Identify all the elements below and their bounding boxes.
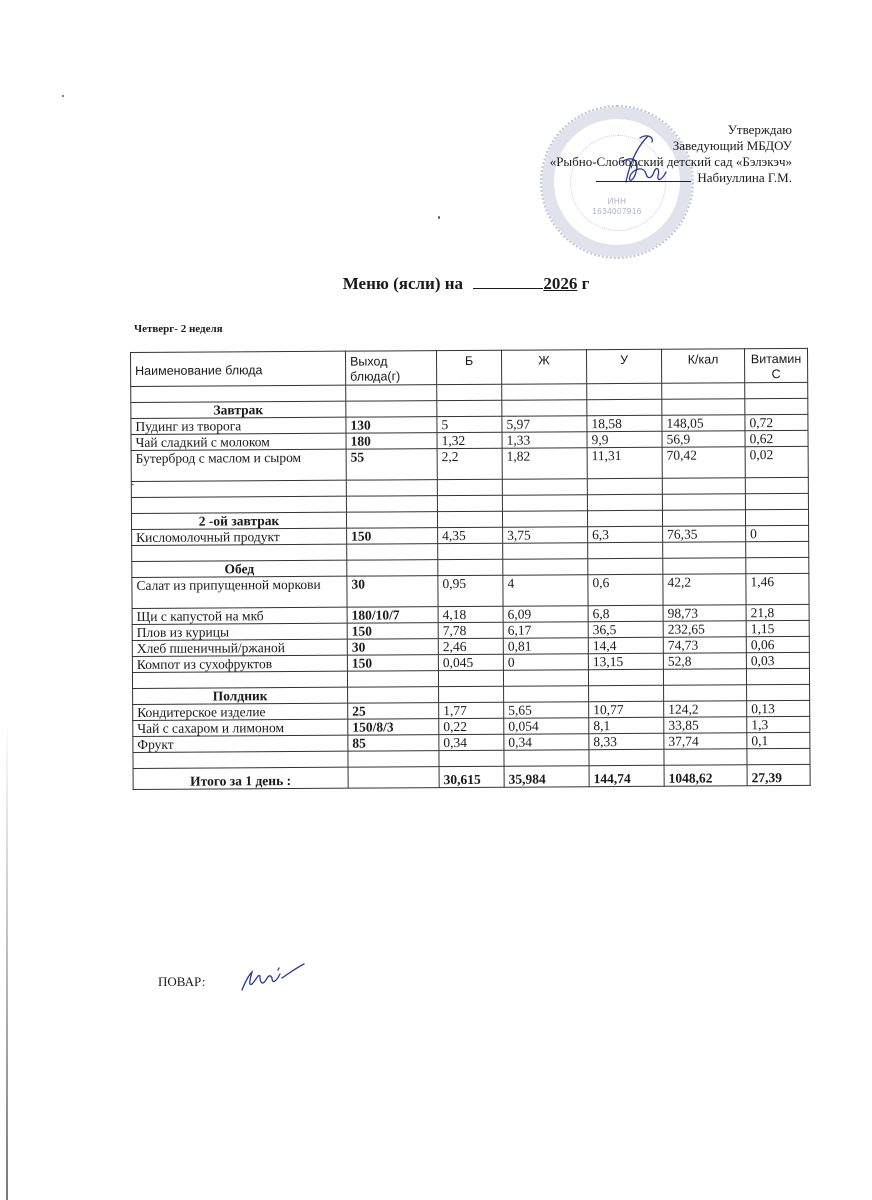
dish-kcal: 52,8 [663, 653, 746, 670]
dish-carbs: 6,3 [588, 526, 663, 542]
approval-block [550, 122, 792, 186]
dish-vitamin-c: 0,13 [747, 700, 810, 716]
stamp-label: ИНН [607, 197, 627, 206]
dish-name: Компот из сухофруктов [132, 655, 347, 672]
dish-protein: 4,18 [438, 606, 503, 622]
dish-name: Бутерброд с маслом и сыром [131, 449, 346, 481]
dish-carbs: 13,15 [588, 653, 663, 669]
section-title: Обед [132, 560, 347, 577]
dish-fat: 4 [503, 575, 588, 607]
dish-vitamin-c: 0 [746, 525, 809, 541]
title-suffix: г [581, 274, 590, 293]
dish-protein: 2,2 [437, 448, 502, 479]
dish-protein: 1,32 [437, 432, 502, 448]
approval-organization: «Рыбно-Слободский детский сад «Бэлэкэч» [549, 154, 792, 169]
cook-label: ПОВАР: [158, 974, 206, 989]
dish-fat: 6,09 [503, 606, 588, 623]
dish-carbs: 11,31 [587, 447, 662, 478]
dish-name: Салат из припущенной моркови [132, 576, 347, 608]
approval-position: Заведующий МБДОУ [672, 138, 792, 153]
dish-protein: 0,34 [439, 734, 504, 750]
dish-output: 150 [347, 623, 438, 640]
header-carbs: У [586, 349, 661, 383]
dish-protein: 1,77 [439, 702, 504, 718]
total-row [133, 764, 810, 789]
day-week-subtitle: Четверг- 2 неделя [134, 323, 223, 335]
dish-vitamin-c: 0,06 [746, 636, 809, 652]
dish-protein: 0,22 [439, 718, 504, 734]
dish-name: Хлеб пшеничный/ржаной [132, 639, 347, 656]
dish-carbs: 14,4 [588, 637, 663, 653]
dish-fat: 6,17 [503, 622, 588, 639]
dish-output: 130 [346, 417, 437, 434]
table-header-row [131, 348, 808, 386]
dish-kcal: 124,2 [664, 701, 747, 718]
dish-output: 180/10/7 [347, 607, 438, 624]
scan-speck [438, 216, 440, 219]
section-title: 2 -ой завтрак [131, 512, 346, 529]
dish-protein: 0,95 [438, 575, 503, 606]
dish-vitamin-c: 0,1 [747, 732, 810, 748]
dish-output: 150/8/3 [348, 719, 439, 736]
dish-output: 150 [347, 528, 438, 545]
total-carbs: 144,74 [589, 765, 664, 786]
dish-protein: 0,045 [438, 654, 503, 670]
dish-protein: 4,35 [438, 527, 503, 543]
dish-kcal: 56,9 [662, 431, 745, 448]
dish-fat: 0,81 [503, 638, 588, 655]
dish-kcal: 37,74 [664, 733, 747, 750]
dish-output: 25 [348, 703, 439, 720]
stamp-code: 1634007916 [592, 207, 642, 216]
dish-carbs: 10,77 [589, 701, 664, 717]
dish-fat: 0,34 [504, 734, 589, 751]
dish-output: 30 [347, 576, 438, 608]
dish-vitamin-c: 21,8 [746, 604, 809, 620]
dish-protein: 7,78 [438, 622, 503, 638]
dish-name: Плов из курицы [132, 623, 347, 640]
dish-vitamin-c: 1,15 [746, 620, 809, 636]
dish-fat: 1,33 [502, 432, 587, 449]
dish-protein: 2,46 [438, 638, 503, 654]
dish-vitamin-c: 0,03 [746, 652, 809, 668]
dish-vitamin-c: 0,02 [745, 446, 808, 477]
dish-kcal: 42,2 [663, 574, 746, 606]
dish-kcal: 148,05 [662, 415, 745, 432]
dish-name: Пудинг из творога [131, 417, 346, 434]
header-fat: Ж [501, 350, 586, 385]
dish-protein: 5 [437, 416, 502, 432]
dish-output: 30 [347, 639, 438, 656]
title-prefix: Меню (ясли) на [342, 274, 464, 293]
page-title [0, 274, 872, 294]
dish-fat: 0,054 [504, 718, 589, 735]
total-kcal: 1048,62 [664, 765, 747, 787]
dish-kcal: 232,65 [663, 621, 746, 638]
dish-kcal: 70,42 [662, 447, 745, 479]
dish-name: Кондитерское изделие [133, 703, 348, 720]
dish-kcal: 98,73 [663, 605, 746, 622]
section-title: Завтрак [131, 401, 346, 418]
dish-vitamin-c: 1,46 [746, 573, 809, 604]
header-output: Выход блюда(г) [345, 351, 436, 386]
dish-carbs: 8,1 [589, 717, 664, 733]
menu-table [130, 348, 811, 790]
dish-carbs: 36,5 [588, 621, 663, 637]
section-title: Полдник [133, 687, 348, 704]
dish-name: Чай с сахаром и лимоном [133, 719, 348, 736]
dish-output: 85 [348, 735, 439, 752]
total-vitamin-c: 27,39 [747, 764, 810, 785]
dish-kcal: 33,85 [664, 717, 747, 734]
dish-carbs: 6,8 [588, 605, 663, 621]
dish-name: Кисломолочный продукт [132, 528, 347, 545]
dish-carbs: 9,9 [587, 431, 662, 447]
approval-heading: Утверждаю [727, 122, 792, 137]
approval-signatory: Набиуллина Г.М. [697, 170, 792, 185]
scan-speck [62, 95, 64, 97]
header-protein: Б [436, 350, 501, 384]
dish-output: 180 [346, 433, 437, 450]
dish-output: 150 [347, 655, 438, 672]
total-output [348, 767, 439, 789]
date-blank [473, 288, 543, 289]
dish-name: Чай сладкий с молоком [131, 433, 346, 450]
total-label: Итого за 1 день : [133, 767, 348, 789]
dish-fat: 0 [503, 654, 588, 671]
dish-carbs: 8,33 [589, 733, 664, 749]
dish-vitamin-c: 0,62 [745, 430, 808, 446]
scan-edge [6, 0, 8, 1200]
total-protein: 30,615 [439, 766, 504, 787]
header-vitamin-c: Витамин С [744, 348, 807, 382]
signature-line [596, 181, 691, 182]
dish-vitamin-c: 1,3 [747, 716, 810, 732]
dish-vitamin-c: 0,72 [745, 414, 808, 430]
header-name: Наименование блюда [131, 351, 346, 386]
dish-output: 55 [346, 449, 437, 481]
dish-fat: 5,97 [502, 416, 587, 433]
total-fat: 35,984 [504, 766, 589, 788]
header-kcal: К/кал [661, 349, 744, 384]
title-year: 2026 [543, 274, 578, 293]
dish-kcal: 74,73 [663, 637, 746, 654]
dish-fat: 3,75 [503, 527, 588, 544]
dish-carbs: 18,58 [587, 415, 662, 431]
dish-name: Фрукт [133, 735, 348, 752]
cook-signature-icon [238, 960, 308, 994]
table-row [131, 446, 808, 481]
table-row [132, 573, 809, 608]
dish-carbs: 0,6 [588, 574, 663, 605]
dish-kcal: 76,35 [663, 526, 746, 543]
dish-name: Щи с капустой на мкб [132, 607, 347, 624]
dish-fat: 5,65 [504, 702, 589, 719]
dish-fat: 1,82 [502, 448, 587, 480]
